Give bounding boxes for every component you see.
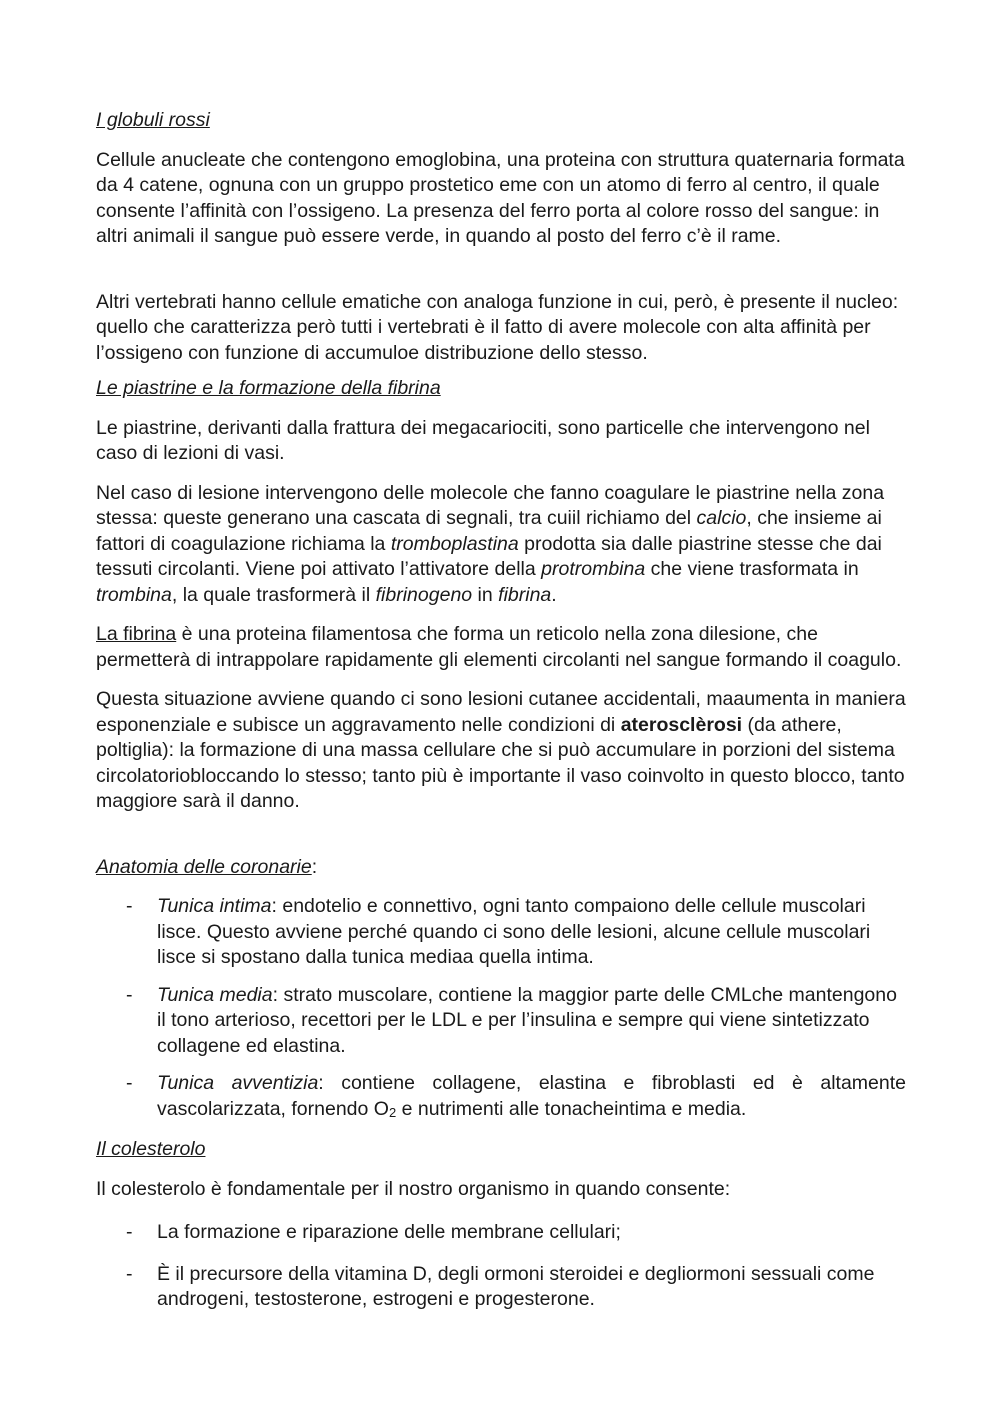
- list-item: - Tunica avventizia: contiene collagene, elastina e fibroblasti ed è altamente vascolarizzata, fornendo $O_2$ e nutrimenti alle tonacheintima e media.: [126, 1072, 906, 1120]
- list-item: - La formazione e riparazione delle membrane cellulari;: [126, 1221, 621, 1243]
- term-trombina: trombina: [96, 583, 172, 606]
- paragraph-coagulazione: Nel caso di lesione intervengono delle molecole che fanno coagulare le piastrine nella zona stessa: queste generano una cascata di segnali, tra cuiil richiamo del calcio, che insieme ai fattori di coagulazione richiama la tromboplastina prodotta sia dalle piastrine stesse che dai tessuti circolanti. Viene poi attivato l’attivatore della protrombina che viene trasformata in trombina, la quale trasformerà il fibrinogeno in fibrina.: [96, 481, 885, 606]
- section-title-piastrine: Le piastrine e la formazione della fibrina: [96, 377, 441, 399]
- document-page: [96, 108, 906, 1325]
- colesterolo-list: [96, 1220, 906, 1313]
- paragraph-colesterolo: Il colesterolo è fondamentale per il nostro organismo in quando consente:: [96, 1177, 731, 1200]
- term-calcio: calcio: [696, 507, 747, 529]
- section-title-globuli-rossi: I globuli rossi: [96, 109, 210, 131]
- term-aterosclerosi: aterosclèrosi: [620, 713, 743, 736]
- term-protrombina: protrombina: [541, 558, 646, 580]
- paragraph-piastrine: Le piastrine, derivanti dalla frattura dei megacariociti, sono particelle che intervengono nel caso di lezioni di vasi.: [96, 416, 870, 464]
- term-fibrinogeno: fibrinogeno: [375, 583, 473, 606]
- paragraph-emoglobina: Cellule anucleate che contengono emoglobina, una proteina con struttura quaternaria formata da 4 catene, ognuna con un gruppo prostetico eme con un atomo di ferro al centro, il quale consente l’affinità con l’ossigeno. La presenza del ferro porta al colore rosso del sangue: in altri animali il sangue può essere verde, in quando al posto del ferro c’è il rame.: [96, 148, 905, 247]
- list-item: - È il precursore della vitamina D, degli ormoni steroidei e degliormoni sessuali come androgeni, testosterone, estrogeni e progesterone.: [126, 1262, 875, 1310]
- term-fibrina: fibrina: [498, 583, 552, 606]
- term-tromboplastina: tromboplastina: [390, 532, 519, 555]
- paragraph-vertebrati: Altri vertebrati hanno cellule ematiche con analoga funzione in cui, però, è presente il nucleo: quello che caratterizza però tutti i vertebrati è il fatto di avere molecole con alta affinità per l’ossigeno con funzione di accumuloe distribuzione dello stesso.: [96, 290, 899, 364]
- coronarie-list: [96, 894, 906, 1125]
- list-item: - Tunica intima: endotelio e connettivo, ogni tanto compaiono delle cellule muscolari lisce. Questo avviene perché quando ci sono delle lesioni, alcune cellule muscolari lisce si spostano dalla tunica mediaa quella intima.: [126, 895, 871, 968]
- section-title-colesterolo: Il colesterolo: [96, 1138, 206, 1160]
- paragraph-aterosclerosi: Questa situazione avviene quando ci sono lesioni cutanee accidentali, maaumenta in maniera esponenziale e subisce un aggravamento nelle condizioni di aterosclèrosi (da athere, poltiglia): la formazione di una massa cellulare che si può accumulare in porzioni del sistema circolatoriobloccando lo stesso; tanto più è importante il vaso coinvolto in questo blocco, tanto maggiore sarà il danno.: [96, 688, 906, 812]
- term-la-fibrina: La fibrina: [96, 623, 177, 645]
- paragraph-fibrina: La fibrina è una proteina filamentosa che forma un reticolo nella zona dilesione, che permetterà di intrappolare rapidamente gli elementi circolanti nel sangue formando il coagulo.: [96, 623, 902, 671]
- section-title-coronarie: Anatomia delle coronarie:: [96, 855, 318, 878]
- list-item: - Tunica media: strato muscolare, contiene la maggior parte delle CMLche mantengono il tono arterioso, recettori per le LDL e per l’insulina e sempre qui viene sintetizzato collagene ed elastina.: [126, 983, 897, 1057]
